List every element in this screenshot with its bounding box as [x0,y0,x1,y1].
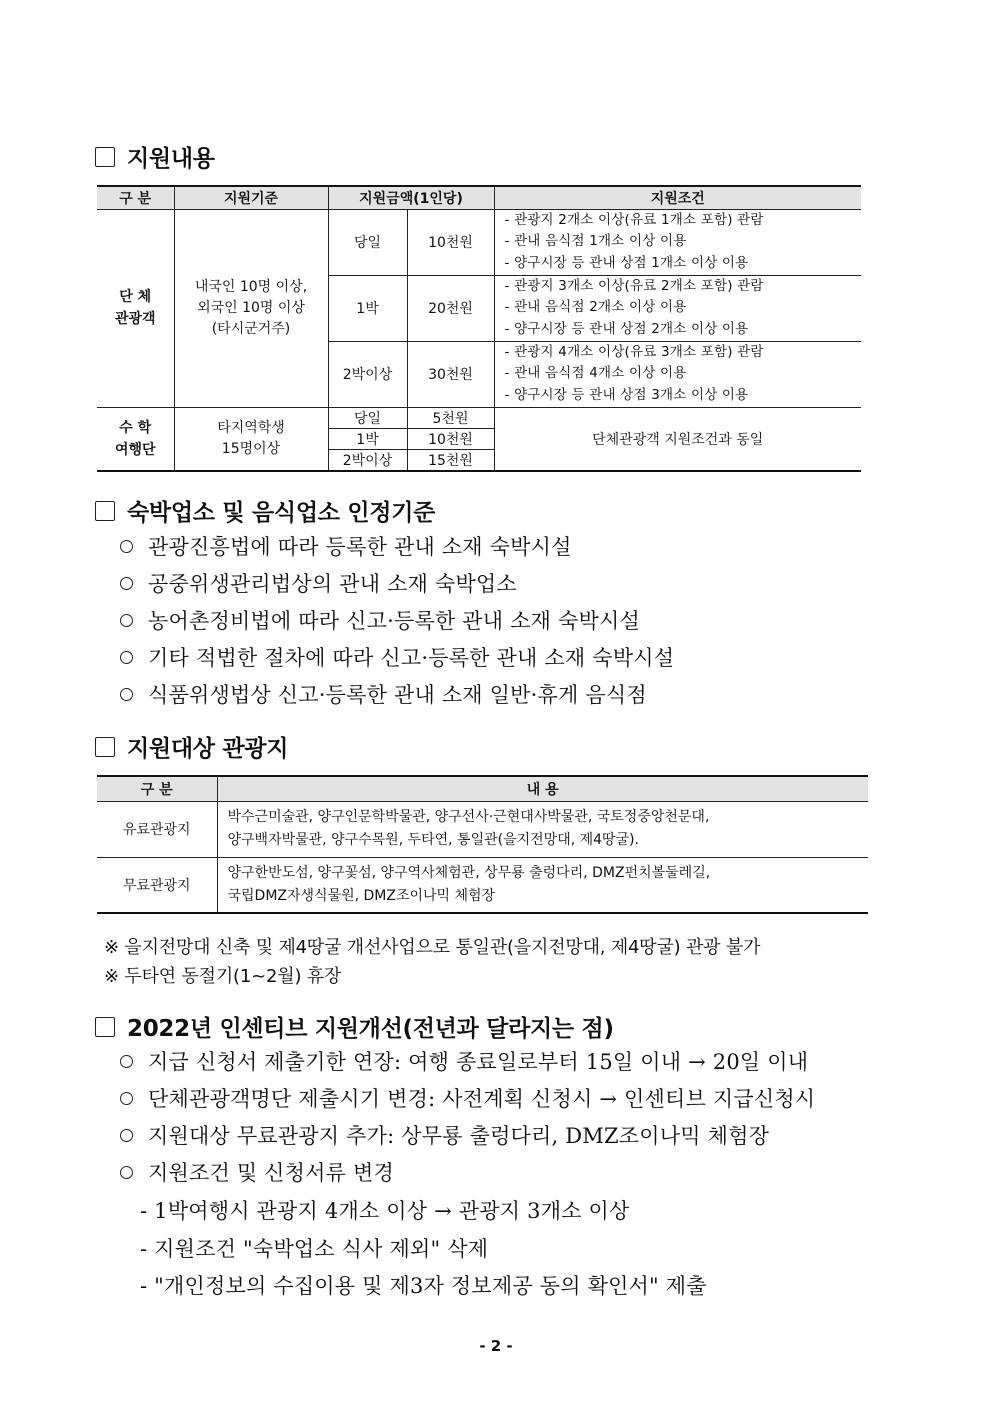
conditions-cell: - 관광지 3개소 이상(유료 2개소 포함) 관람 - 관내 음식점 2개소 이상 이용 - 양구시장 등 관내 상점 2개소 이상 이용 [494,275,861,341]
list-item: 농어촌정비법에 따라 신고·등록한 관내 소재 숙박시설 [118,605,640,635]
content-cell: 양구한반도섬, 양구꽃섬, 양구역사체험관, 상무룡 출렁다리, DMZ펀치볼둘레길, 국립DMZ자생식물원, DMZ조이나믹 체험장 [217,857,868,913]
table-row [97,801,868,857]
group-tourist-label: 단 체 관광객 [97,209,174,407]
section-title: 지원대상 관광지 [127,736,289,762]
sub-list-item: - 지원조건 "숙박업소 식사 제외" 삭제 [140,1237,489,1261]
amount-cell: 10천원 [407,209,494,275]
conditions-cell: - 관광지 2개소 이상(유료 1개소 포함) 관람 - 관내 음식점 1개소 이상 이용 - 양구시장 등 관내 상점 1개소 이상 이용 [494,209,861,275]
list-item: 기타 적법한 절차에 따라 신고·등록한 관내 소재 숙박시설 [118,642,674,672]
amount-cell: 20천원 [407,275,494,341]
target-sites-table [97,775,868,914]
period-cell: 2박이상 [328,449,407,471]
note-text: ※ 두타연 동절기(1~2월) 휴장 [104,966,342,987]
list-item: 공중위생관리법상의 관내 소재 숙박업소 [118,568,517,598]
section-title: 지원내용 [127,146,215,172]
amount-cell: 10천원 [407,428,494,449]
amount-cell: 30천원 [407,341,494,407]
header-amount: 지원금액(1인당) [328,186,494,209]
circle-bullet-icon [120,651,133,664]
school-trip-label: 수 학 여행단 [97,407,174,471]
header-conditions: 지원조건 [494,186,861,209]
circle-bullet-icon [120,540,133,553]
checkbox-icon [95,737,115,757]
section-heading-support-content [95,140,215,173]
checkbox-icon [95,147,115,167]
note-text: ※ 을지전망대 신축 및 제4땅굴 개선사업으로 통일관(을지전망대, 제4땅굴) 관광 불가 [104,937,761,958]
section-title: 숙박업소 및 음식업소 인정기준 [127,500,436,526]
page-number: - 2 - [479,1337,513,1355]
conditions-cell: - 관광지 4개소 이상(유료 3개소 포함) 관람 - 관내 음식점 4개소 이상 이용 - 양구시장 등 관내 상점 3개소 이상 이용 [494,341,861,407]
circle-bullet-icon [120,1166,133,1179]
sub-list-item: - 1박여행시 관광지 4개소 이상 → 관광지 3개소 이상 [140,1199,630,1223]
table-row [97,209,861,275]
list-item: 지급 신청서 제출기한 연장: 여행 종료일로부터 15일 이내 → 20일 이내 [118,1046,808,1076]
period-cell: 당일 [328,407,407,428]
checkbox-icon [95,1017,115,1037]
amount-cell: 5천원 [407,407,494,428]
circle-bullet-icon [120,1129,133,1142]
header-category: 구 분 [97,776,217,801]
period-cell: 당일 [328,209,407,275]
section-heading-certification [95,494,435,527]
category-cell: 무료관광지 [97,857,217,913]
header-content: 내 용 [217,776,868,801]
list-item: 단체관광객명단 제출시기 변경: 사전계획 신청시 → 인센티브 지급신청시 [118,1083,815,1113]
circle-bullet-icon [120,1092,133,1105]
list-item: 식품위생법상 신고·등록한 관내 소재 일반·휴게 음식점 [118,679,647,709]
support-table [97,185,861,472]
amount-cell: 15천원 [407,449,494,471]
circle-bullet-icon [120,1055,133,1068]
list-item: 관광진흥법에 따라 등록한 관내 소재 숙박시설 [118,531,572,561]
list-item: 지원조건 및 신청서류 변경 [118,1157,394,1187]
category-cell: 유료관광지 [97,801,217,857]
period-cell: 1박 [328,428,407,449]
sub-list-item: - "개인정보의 수집이용 및 제3자 정보제공 동의 확인서" 제출 [140,1274,707,1298]
group-tourist-criteria: 내국인 10명 이상, 외국인 10명 이상 (타시군거주) [174,209,328,407]
circle-bullet-icon [120,688,133,701]
checkbox-icon [95,501,115,521]
period-cell: 1박 [328,275,407,341]
school-trip-criteria: 타지역학생 15명이상 [174,407,328,471]
header-criteria: 지원기준 [174,186,328,209]
list-item: 지원대상 무료관광지 추가: 상무룡 출렁다리, DMZ조이나믹 체험장 [118,1120,769,1150]
period-cell: 2박이상 [328,341,407,407]
table-row [97,407,861,428]
circle-bullet-icon [120,577,133,590]
header-category: 구 분 [97,186,174,209]
content-cell: 박수근미술관, 양구인문학박물관, 양구선사·근현대사박물관, 국토정중앙천문대, 양구백자박물관, 양구수목원, 두타연, 통일관(을지전망대, 제4땅굴). [217,801,868,857]
circle-bullet-icon [120,614,133,627]
section-title: 2022년 인센티브 지원개선(전년과 달라지는 점) [127,1016,614,1042]
school-conditions-cell: 단체관광객 지원조건과 동일 [494,407,861,471]
section-heading-improvements [95,1010,614,1043]
table-row [97,857,868,913]
section-heading-target-sites [95,730,288,763]
